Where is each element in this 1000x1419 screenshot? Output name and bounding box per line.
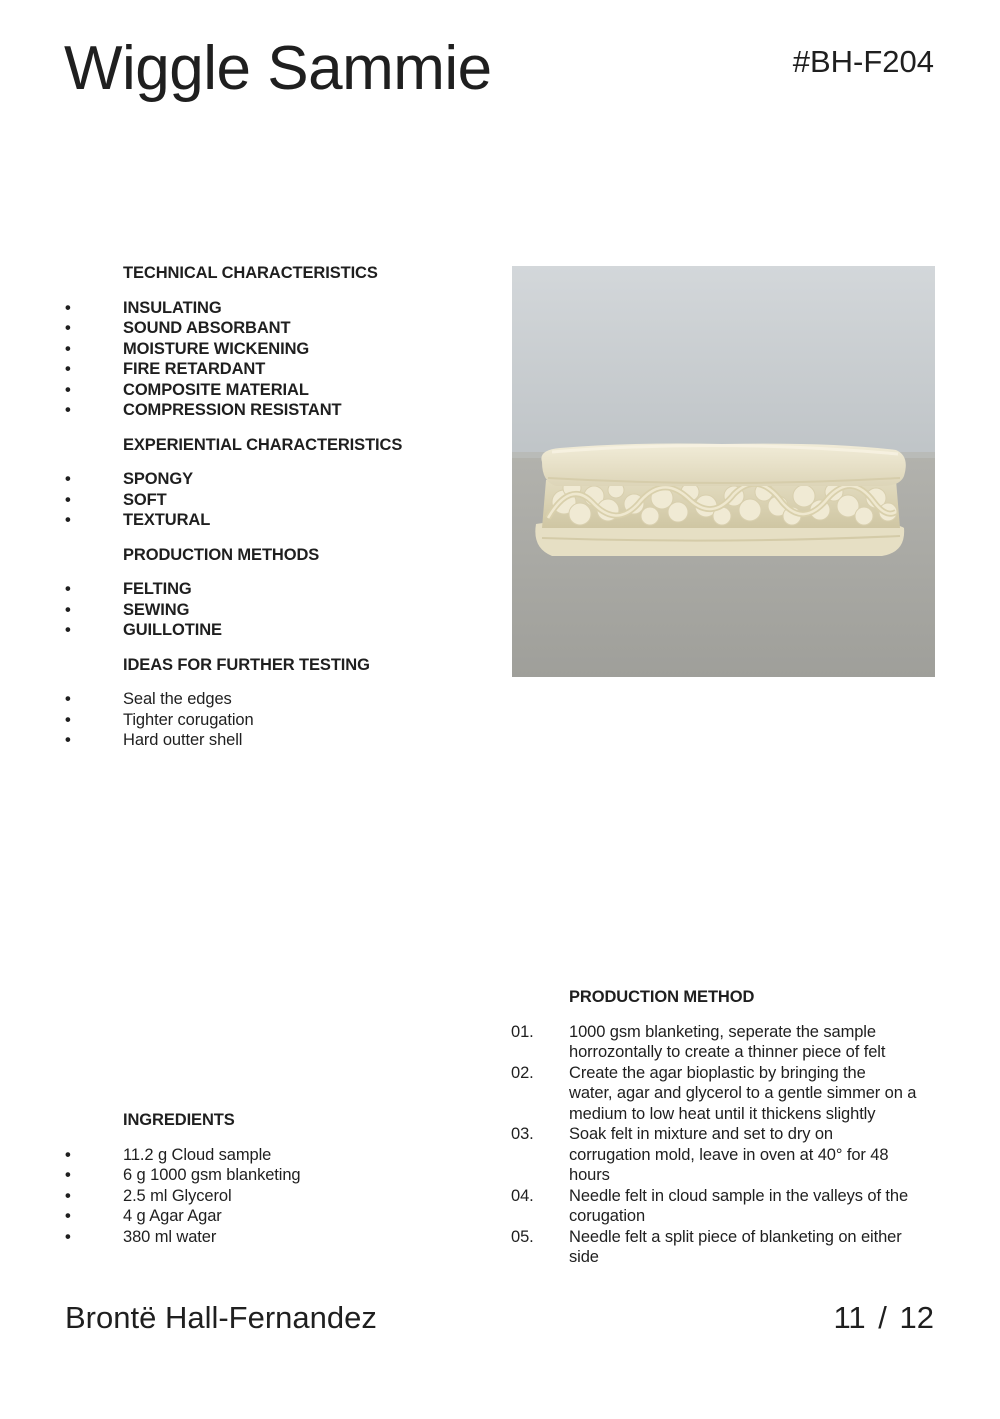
- bullet-icon: •: [65, 621, 71, 639]
- bullet-icon: •: [65, 731, 71, 749]
- page-title: Wiggle Sammie: [64, 34, 492, 103]
- ingredients-list: [64, 1145, 464, 1248]
- bullet-icon: •: [65, 710, 71, 729]
- step-item: 03. Soak felt in mixture and set to dry on corrugation mold, leave in oven at 40° for 48 hours: [511, 1125, 889, 1184]
- sample-photo: [512, 266, 935, 677]
- list-item: • SOUND ABSORBANT: [65, 319, 291, 337]
- list-item: • Tighter corugation: [65, 710, 254, 729]
- ingredients-heading: INGREDIENTS: [123, 1111, 235, 1129]
- step-number: 01.: [511, 1022, 534, 1041]
- step-number: 05.: [511, 1227, 534, 1246]
- bullet-icon: •: [65, 1227, 71, 1246]
- step-number: 03.: [511, 1125, 534, 1143]
- bullet-icon: •: [65, 1186, 71, 1205]
- ingredients-section: [64, 1110, 464, 1261]
- bullet-icon: •: [65, 511, 71, 529]
- step-number: 04.: [511, 1186, 534, 1205]
- list-item: • 11.2 g Cloud sample: [65, 1145, 272, 1164]
- bullet-icon: •: [65, 360, 71, 378]
- bullet-icon: •: [65, 690, 71, 708]
- bullet-icon: •: [65, 339, 71, 358]
- bullet-icon: •: [65, 600, 71, 619]
- further-testing-list: [64, 689, 464, 751]
- bullet-icon: •: [65, 401, 71, 419]
- list-item: • 380 ml water: [65, 1227, 217, 1246]
- list-item: • COMPRESSION RESISTANT: [65, 401, 342, 419]
- bullet-icon: •: [65, 490, 71, 509]
- bullet-icon: •: [65, 580, 71, 598]
- list-item: • 2.5 ml Glycerol: [65, 1186, 232, 1205]
- step-item: 02. Create the agar bioplastic by bringing the water, agar and glycerol to a gentle simmer on a medium to low heat until it thickens slightly: [511, 1063, 917, 1123]
- list-item: • FELTING: [65, 580, 192, 598]
- list-item: • Seal the edges: [65, 690, 232, 708]
- list-item: • INSULATING: [65, 298, 222, 317]
- list-item: • 6 g 1000 gsm blanketing: [65, 1166, 301, 1184]
- further-testing-heading: IDEAS FOR FURTHER TESTING: [123, 655, 370, 674]
- bullet-icon: •: [65, 298, 71, 317]
- author-name: Brontë Hall-Fernandez: [65, 1300, 377, 1335]
- page-number: 11 / 12: [833, 1300, 934, 1335]
- production-method-section: [511, 987, 941, 1268]
- production-method-heading: PRODUCTION METHOD: [569, 988, 755, 1006]
- list-item: • SPONGY: [65, 470, 194, 488]
- production-steps: [511, 1022, 941, 1268]
- bullet-icon: •: [65, 1166, 71, 1184]
- list-item: • FIRE RETARDANT: [65, 360, 266, 378]
- step-item: 05. Needle felt a split piece of blanketing on either side: [511, 1227, 902, 1266]
- list-item: • 4 g Agar Agar: [65, 1207, 222, 1225]
- technical-heading: TECHNICAL CHARACTERISTICS: [123, 264, 378, 282]
- experiential-heading: EXPERIENTIAL CHARACTERISTICS: [123, 435, 403, 454]
- bullet-icon: •: [65, 1145, 71, 1164]
- list-item: • MOISTURE WICKENING: [65, 339, 310, 358]
- step-item: 04. Needle felt in cloud sample in the valleys of the corugation: [511, 1186, 909, 1225]
- production-methods-list: [64, 579, 464, 641]
- list-item: • Hard outter shell: [65, 731, 243, 749]
- list-item: • COMPOSITE MATERIAL: [65, 380, 309, 399]
- bullet-icon: •: [65, 319, 71, 337]
- characteristics-column: [64, 263, 464, 765]
- bullet-icon: •: [65, 470, 71, 488]
- photo-wall: [512, 266, 935, 458]
- production-methods-heading: PRODUCTION METHODS: [123, 545, 320, 564]
- list-item: • GUILLOTINE: [65, 621, 222, 639]
- sample-code: #BH-F204: [792, 44, 934, 79]
- list-item: • SOFT: [65, 490, 167, 509]
- bullet-icon: •: [65, 1207, 71, 1225]
- experiential-list: [64, 469, 464, 531]
- felt-sample: [535, 444, 905, 557]
- technical-list: [64, 298, 464, 421]
- step-number: 02.: [511, 1063, 534, 1082]
- list-item: • TEXTURAL: [65, 511, 211, 529]
- step-item: 01. 1000 gsm blanketing, seperate the sample horrozontally to create a thinner piece of felt: [511, 1022, 886, 1061]
- bullet-icon: •: [65, 380, 71, 399]
- list-item: • SEWING: [65, 600, 190, 619]
